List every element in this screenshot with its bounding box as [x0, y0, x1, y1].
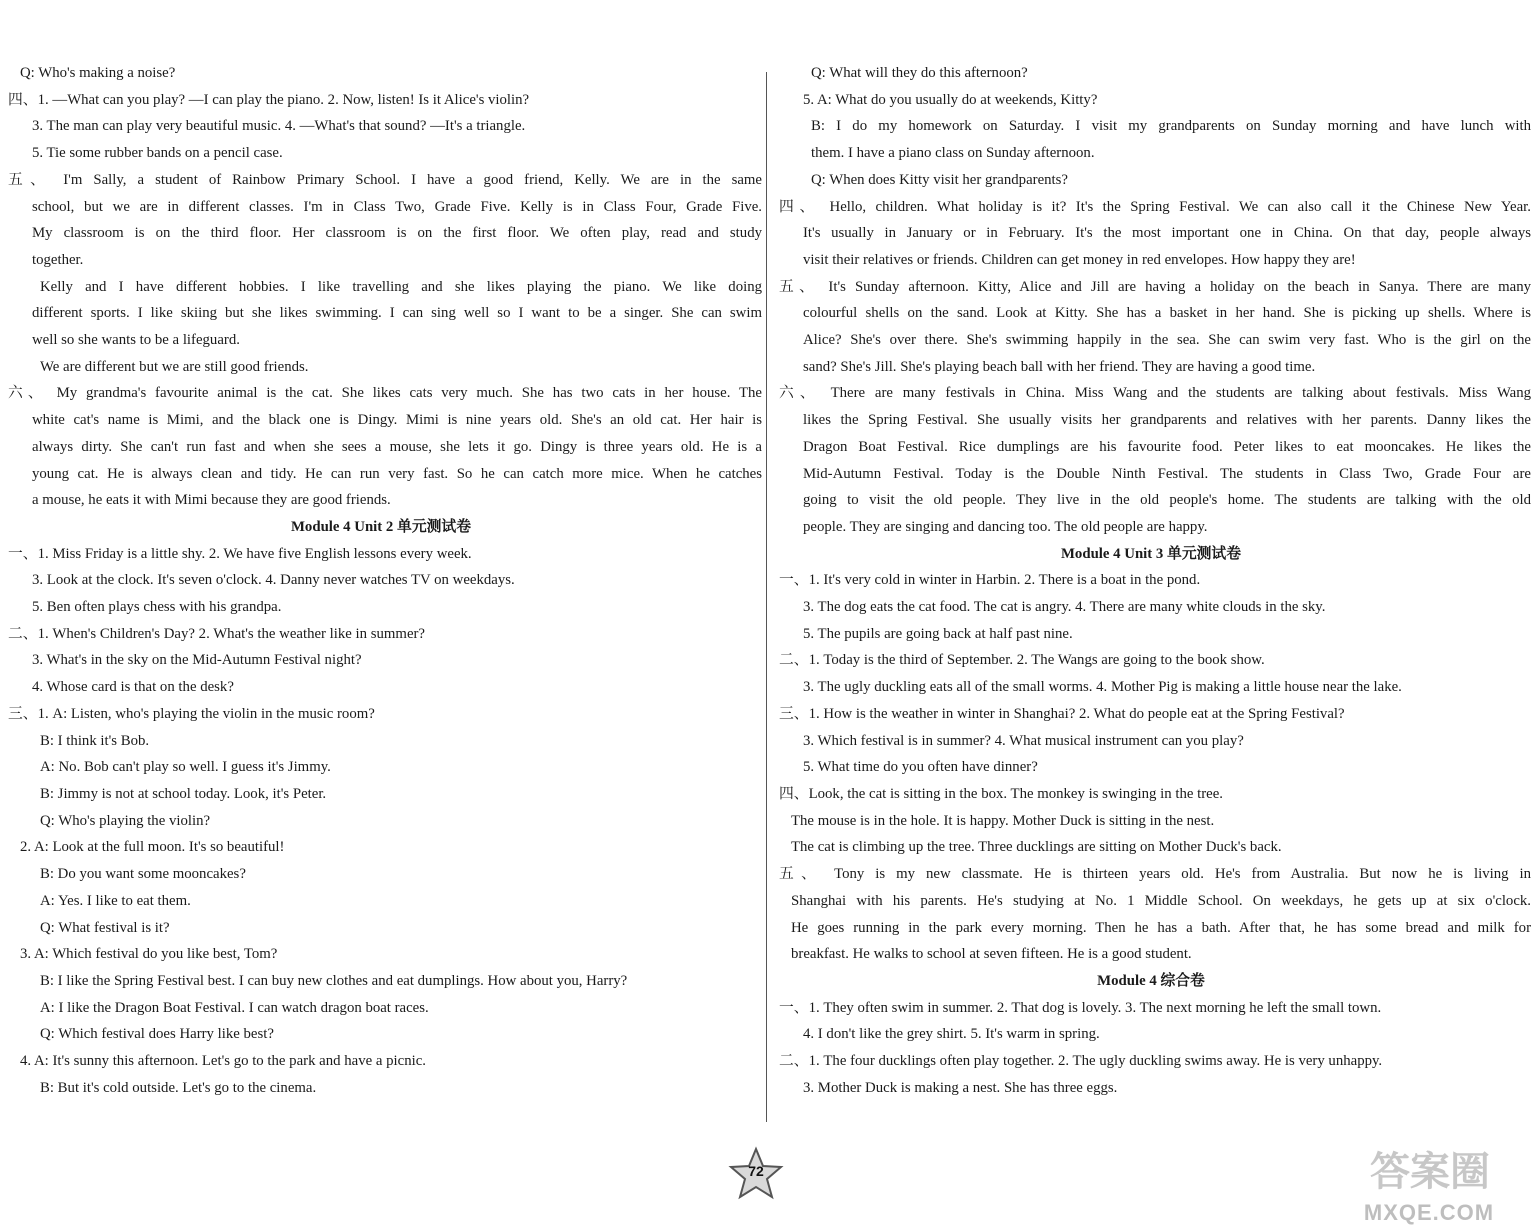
column-divider: [766, 72, 767, 1122]
text-line: 六、 There are many festivals in China. Miss Wang and the students are talking about festivals. Miss Wang: [779, 385, 1531, 402]
text-line: 4. A: It's sunny this afternoon. Let's go to the park and have a picnic.: [20, 1053, 426, 1070]
text-line: The mouse is in the hole. It is happy. Mother Duck is sitting in the nest.: [791, 812, 1215, 829]
text-line: 二、1. When's Children's Day? 2. What's the weather like in summer?: [8, 625, 426, 642]
text-line: 3. What's in the sky on the Mid-Autumn Festival night?: [32, 652, 362, 669]
text-line: 3. Which festival is in summer? 4. What musical instrument can you play?: [803, 732, 1244, 749]
text-line: Q: Who's making a noise?: [20, 65, 176, 81]
text-line: 3. Mother Duck is making a nest. She has three eggs.: [803, 1079, 1118, 1096]
text-line: going to visit the old people. They live in the old people's home. The students are talking with the old: [803, 492, 1531, 509]
text-line: Q: Who's playing the violin?: [40, 812, 211, 829]
text-line: 二、1. The four ducklings often play together. 2. The ugly duckling swims away. He is very unhappy.: [779, 1053, 1383, 1070]
text-line: Dragon Boat Festival. Rice dumplings are his favourite food. Peter likes to eat mooncakes. He likes the: [803, 438, 1531, 455]
text-line: 3. A: Which festival do you like best, Tom?: [20, 946, 278, 963]
text-line: We are different but we are still good friends.: [40, 358, 309, 375]
text-line: A: No. Bob can't play so well. I guess it's Jimmy.: [40, 759, 331, 776]
text-line: B: Do you want some mooncakes?: [40, 866, 246, 883]
text-line: well so she wants to be a lifeguard.: [32, 332, 240, 349]
text-line: 一、1. They often swim in summer. 2. That dog is lovely. 3. The next morning he left the small town.: [779, 999, 1382, 1016]
text-line: 三、1. A: Listen, who's playing the violin in the music room?: [8, 705, 375, 722]
text-line: 5. Ben often plays chess with his grandpa.: [32, 599, 282, 616]
text-line: 二、1. Today is the third of September. 2. The Wangs are going to the book show.: [779, 652, 1265, 669]
page-number-badge: [728, 1146, 784, 1202]
text-line: A: I like the Dragon Boat Festival. I can watch dragon boat races.: [40, 999, 429, 1016]
text-line: The cat is climbing up the tree. Three ducklings are sitting on Mother Duck's back.: [791, 839, 1282, 856]
text-line: Q: What festival is it?: [40, 919, 170, 936]
text-line: Shanghai with his parents. He's studying at No. 1 Middle School. On weekdays, he gets up at six o'clock.: [791, 892, 1531, 909]
text-line: breakfast. He walks to school at seven fifteen. He is a good student.: [791, 946, 1192, 963]
text-line: 四、 Hello, children. What holiday is it? It's the Spring Festival. We can also call it the Chinese New Year.: [779, 198, 1531, 215]
text-line: A: Yes. I like to eat them.: [40, 892, 191, 909]
text-line: Q: When does Kitty visit her grandparents?: [811, 171, 1068, 188]
text-line: 2. A: Look at the full moon. It's so beautiful!: [20, 839, 285, 856]
text-line: 五、 I'm Sally, a student of Rainbow Primary School. I have a good friend, Kelly. We are in the same: [8, 171, 762, 188]
text-line: 4. Whose card is that on the desk?: [32, 679, 234, 696]
text-line: likes the Spring Festival. She usually visits her grandparents and relatives with her parents. Danny likes the: [803, 412, 1531, 429]
text-line: B: I think it's Bob.: [40, 732, 150, 749]
text-line: B: I do my homework on Saturday. I visit my grandparents on Sunday morning and have lunch with: [811, 118, 1531, 135]
text-line: white cat's name is Mimi, and the black one is Dingy. Mimi is nine years old. She's an old cat. Her hair is: [32, 412, 762, 429]
text-line: 五、 Tony is my new classmate. He is thirteen years old. He's from Australia. But now he is living in: [779, 866, 1531, 883]
text-line: 六、 My grandma's favourite animal is the cat. She likes cats very much. She has two cats in her house. The: [8, 385, 762, 402]
watermark: [1326, 1140, 1532, 1230]
text-line: Q: Which festival does Harry like best?: [40, 1026, 274, 1043]
text-line: He goes running in the park every morning. Then he has a bath. After that, he has some bread and milk for: [791, 919, 1531, 936]
text-line: 3. The dog eats the cat food. The cat is angry. 4. There are many white clouds in the sky.: [803, 599, 1326, 616]
right-column: [771, 60, 1531, 1101]
text-line: young cat. He is always clean and tidy. He can run very fast. So he can catch more mice. When he catches: [32, 465, 762, 482]
text-line: different sports. I like skiing but she likes swimming. I can sing well so I want to be a singer. She can swim: [32, 305, 762, 322]
text-line: Q: What will they do this afternoon?: [811, 65, 1028, 81]
text-line: visit their relatives or friends. Children can get money in red envelopes. How happy they are!: [803, 251, 1356, 268]
text-line: sand? She's Jill. She's playing beach ball with her friend. They are having a good time.: [803, 358, 1316, 375]
text-line: Kelly and I have different hobbies. I like travelling and she likes playing the piano. We like doing: [40, 278, 762, 295]
text-line: 四、1. —What can you play? —I can play the piano. 2. Now, listen! Is it Alice's violin?: [8, 91, 530, 108]
text-line: school, but we are in different classes. I'm in Class Two, Grade Five. Kelly is in Class Four, Grade Five.: [32, 198, 762, 215]
text-line: together.: [32, 251, 84, 268]
text-line: colourful shells on the sand. Look at Kitty. She has a basket in her hand. She is picking up shells. Where is: [803, 305, 1531, 322]
text-line: Mid-Autumn Festival. Today is the Double Ninth Festival. The students in Class Two, Grade Four are: [803, 465, 1531, 482]
section-heading: Module 4 综合卷: [1097, 972, 1205, 989]
text-line: 一、1. Miss Friday is a little shy. 2. We have five English lessons every week.: [8, 545, 472, 562]
text-line: people. They are singing and dancing too. The old people are happy.: [803, 518, 1208, 535]
text-line: 一、1. It's very cold in winter in Harbin. 2. There is a boat in the pond.: [779, 572, 1201, 589]
text-line: B: But it's cold outside. Let's go to the cinema.: [40, 1079, 317, 1096]
text-line: 5. Tie some rubber bands on a pencil case.: [32, 145, 283, 162]
text-line: B: I like the Spring Festival best. I can buy new clothes and eat dumplings. How about you, Harry?: [40, 972, 628, 989]
text-line: 三、1. How is the weather in winter in Shanghai? 2. What do people eat at the Spring Festival?: [779, 705, 1345, 722]
text-line: 四、Look, the cat is sitting in the box. The monkey is swinging in the tree.: [779, 785, 1223, 802]
text-line: 5. A: What do you usually do at weekends, Kitty?: [803, 91, 1098, 108]
text-line: always dirty. She can't run fast and when she sees a mouse, she lets it go. Dingy is three years old. He is a: [32, 438, 762, 455]
text-line: 五、 It's Sunday afternoon. Kitty, Alice and Jill are having a holiday on the beach in Sanya. There are many: [779, 278, 1531, 295]
text-line: 3. The man can play very beautiful music. 4. —What's that sound? —It's a triangle.: [32, 118, 526, 135]
text-line: 4. I don't like the grey shirt. 5. It's warm in spring.: [803, 1026, 1100, 1043]
text-line: 5. What time do you often have dinner?: [803, 759, 1038, 776]
page-number: 72: [748, 1163, 764, 1179]
watermark-logo: 答案圈: [1370, 1149, 1490, 1195]
text-line: B: Jimmy is not at school today. Look, it's Peter.: [40, 785, 327, 802]
text-line: Alice? She's over there. She's swimming happily in the sea. She can swim very fast. Who is the girl on the: [803, 332, 1531, 349]
watermark-site: MXQE.COM: [1363, 1200, 1495, 1225]
text-line: 3. Look at the clock. It's seven o'clock. 4. Danny never watches TV on weekdays.: [32, 572, 515, 589]
text-line: 5. The pupils are going back at half past nine.: [803, 625, 1073, 642]
left-column: [0, 60, 762, 1101]
text-line: them. I have a piano class on Sunday afternoon.: [811, 145, 1095, 162]
text-line: My classroom is on the third floor. Her classroom is on the first floor. We often play, read and study: [32, 225, 762, 242]
text-line: a mouse, he eats it with Mimi because they are good friends.: [32, 492, 391, 509]
text-line: It's usually in January or in February. It's the most important one in China. On that day, people always: [803, 225, 1531, 242]
section-heading: Module 4 Unit 3 单元测试卷: [1060, 545, 1242, 562]
section-heading: Module 4 Unit 2 单元测试卷: [290, 518, 472, 535]
text-line: 3. The ugly duckling eats all of the small worms. 4. Mother Pig is making a little house near the lake.: [803, 679, 1402, 696]
